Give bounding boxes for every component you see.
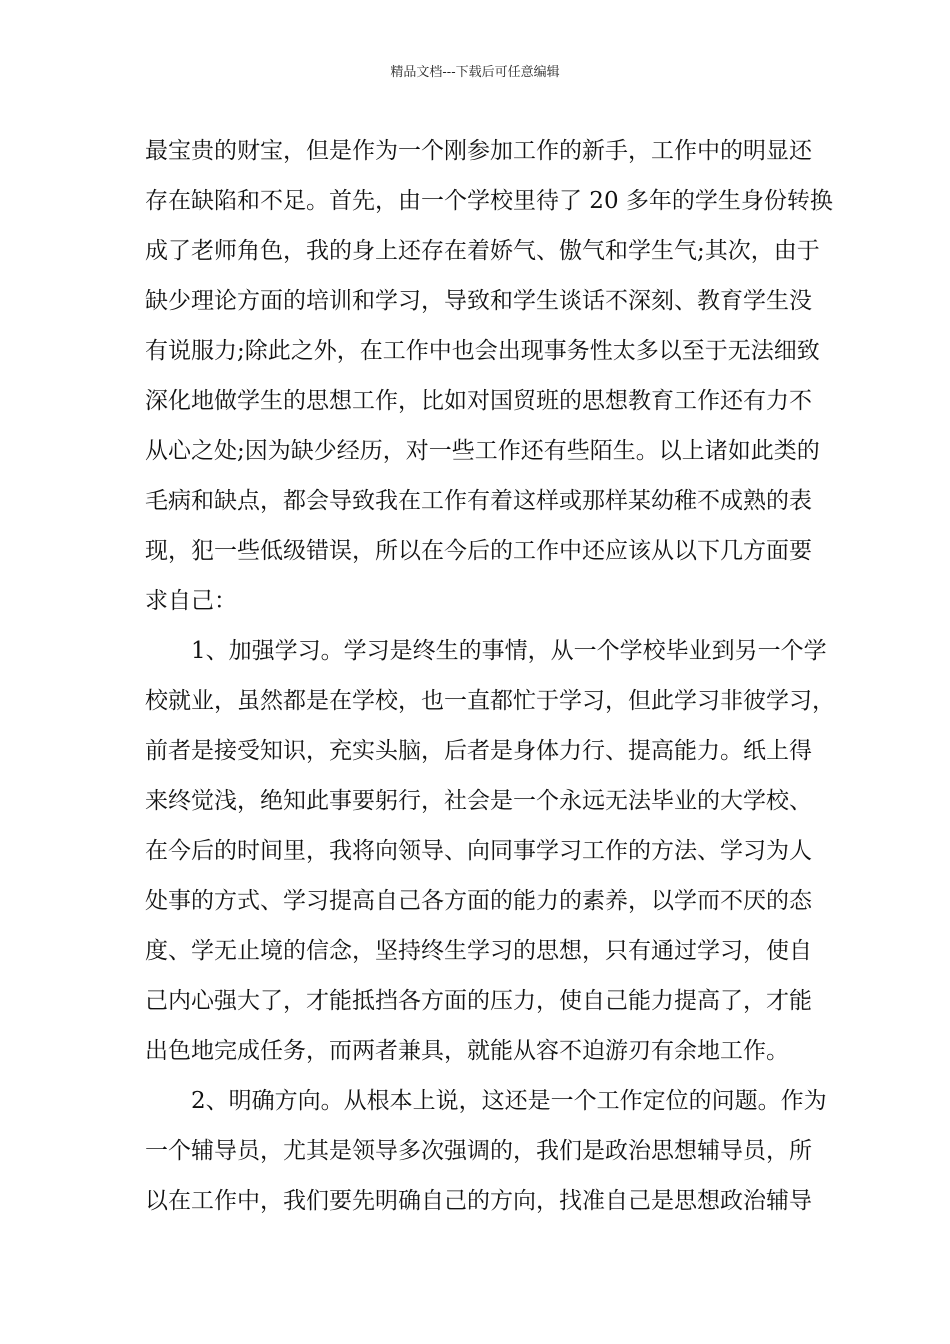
text-line: 在今后的时间里，我将向领导、向同事学习工作的方法、学习为人 [145,838,812,864]
text-line: 有说服力;除此之外，在工作中也会出现事务性太多以至于无法细致 [145,338,820,364]
text-line: 2、明确方向。从根本上说，这还是一个工作定位的问题。作为 [145,1088,827,1114]
text-line: 一个辅导员，尤其是领导多次强调的，我们是政治思想辅导员，所 [145,1138,812,1164]
text-line: 存在缺陷和不足。首先，由一个学校里待了 20 多年的学生身份转换 [145,188,833,214]
text-line: 己内心强大了，才能抵挡各方面的压力，使自己能力提高了，才能 [145,988,812,1014]
text-line: 现，犯一些低级错误，所以在今后的工作中还应该从以下几方面要 [145,538,812,564]
text-line: 校就业，虽然都是在学校，也一直都忙于学习，但此学习非彼学习， [145,688,835,714]
text-line: 深化地做学生的思想工作，比如对国贸班的思想教育工作还有力不 [145,388,812,414]
text-line: 来终觉浅，绝知此事要躬行，社会是一个永远无法毕业的大学校、 [145,788,812,814]
text-line: 以在工作中，我们要先明确自己的方向，找准自己是思想政治辅导 [145,1188,812,1214]
text-line: 成了老师角色，我的身上还存在着娇气、傲气和学生气;其次，由于 [145,238,820,264]
text-line: 缺少理论方面的培训和学习，导致和学生谈话不深刻、教育学生没 [145,288,812,314]
text-line: 毛病和缺点，都会导致我在工作有着这样或那样某幼稚不成熟的表 [145,488,812,514]
page-header: 精品文档---下载后可任意编辑 [390,65,560,80]
text-line: 前者是接受知识，充实头脑，后者是身体力行、提高能力。纸上得 [145,738,812,764]
text-line: 求自己： [145,588,237,614]
text-line: 度、学无止境的信念，坚持终生学习的思想，只有通过学习，使自 [145,938,812,964]
text-line: 从心之处;因为缺少经历，对一些工作还有些陌生。以上诸如此类的 [145,438,820,464]
text-line: 出色地完成任务，而两者兼具，就能从容不迫游刃有余地工作。 [145,1038,789,1064]
text-line: 1、加强学习。学习是终生的事情，从一个学校毕业到另一个学 [145,638,827,664]
text-line: 最宝贵的财宝，但是作为一个刚参加工作的新手，工作中的明显还 [145,138,812,164]
document-body [145,126,835,1226]
text-line: 处事的方式、学习提高自己各方面的能力的素养，以学而不厌的态 [145,888,812,914]
